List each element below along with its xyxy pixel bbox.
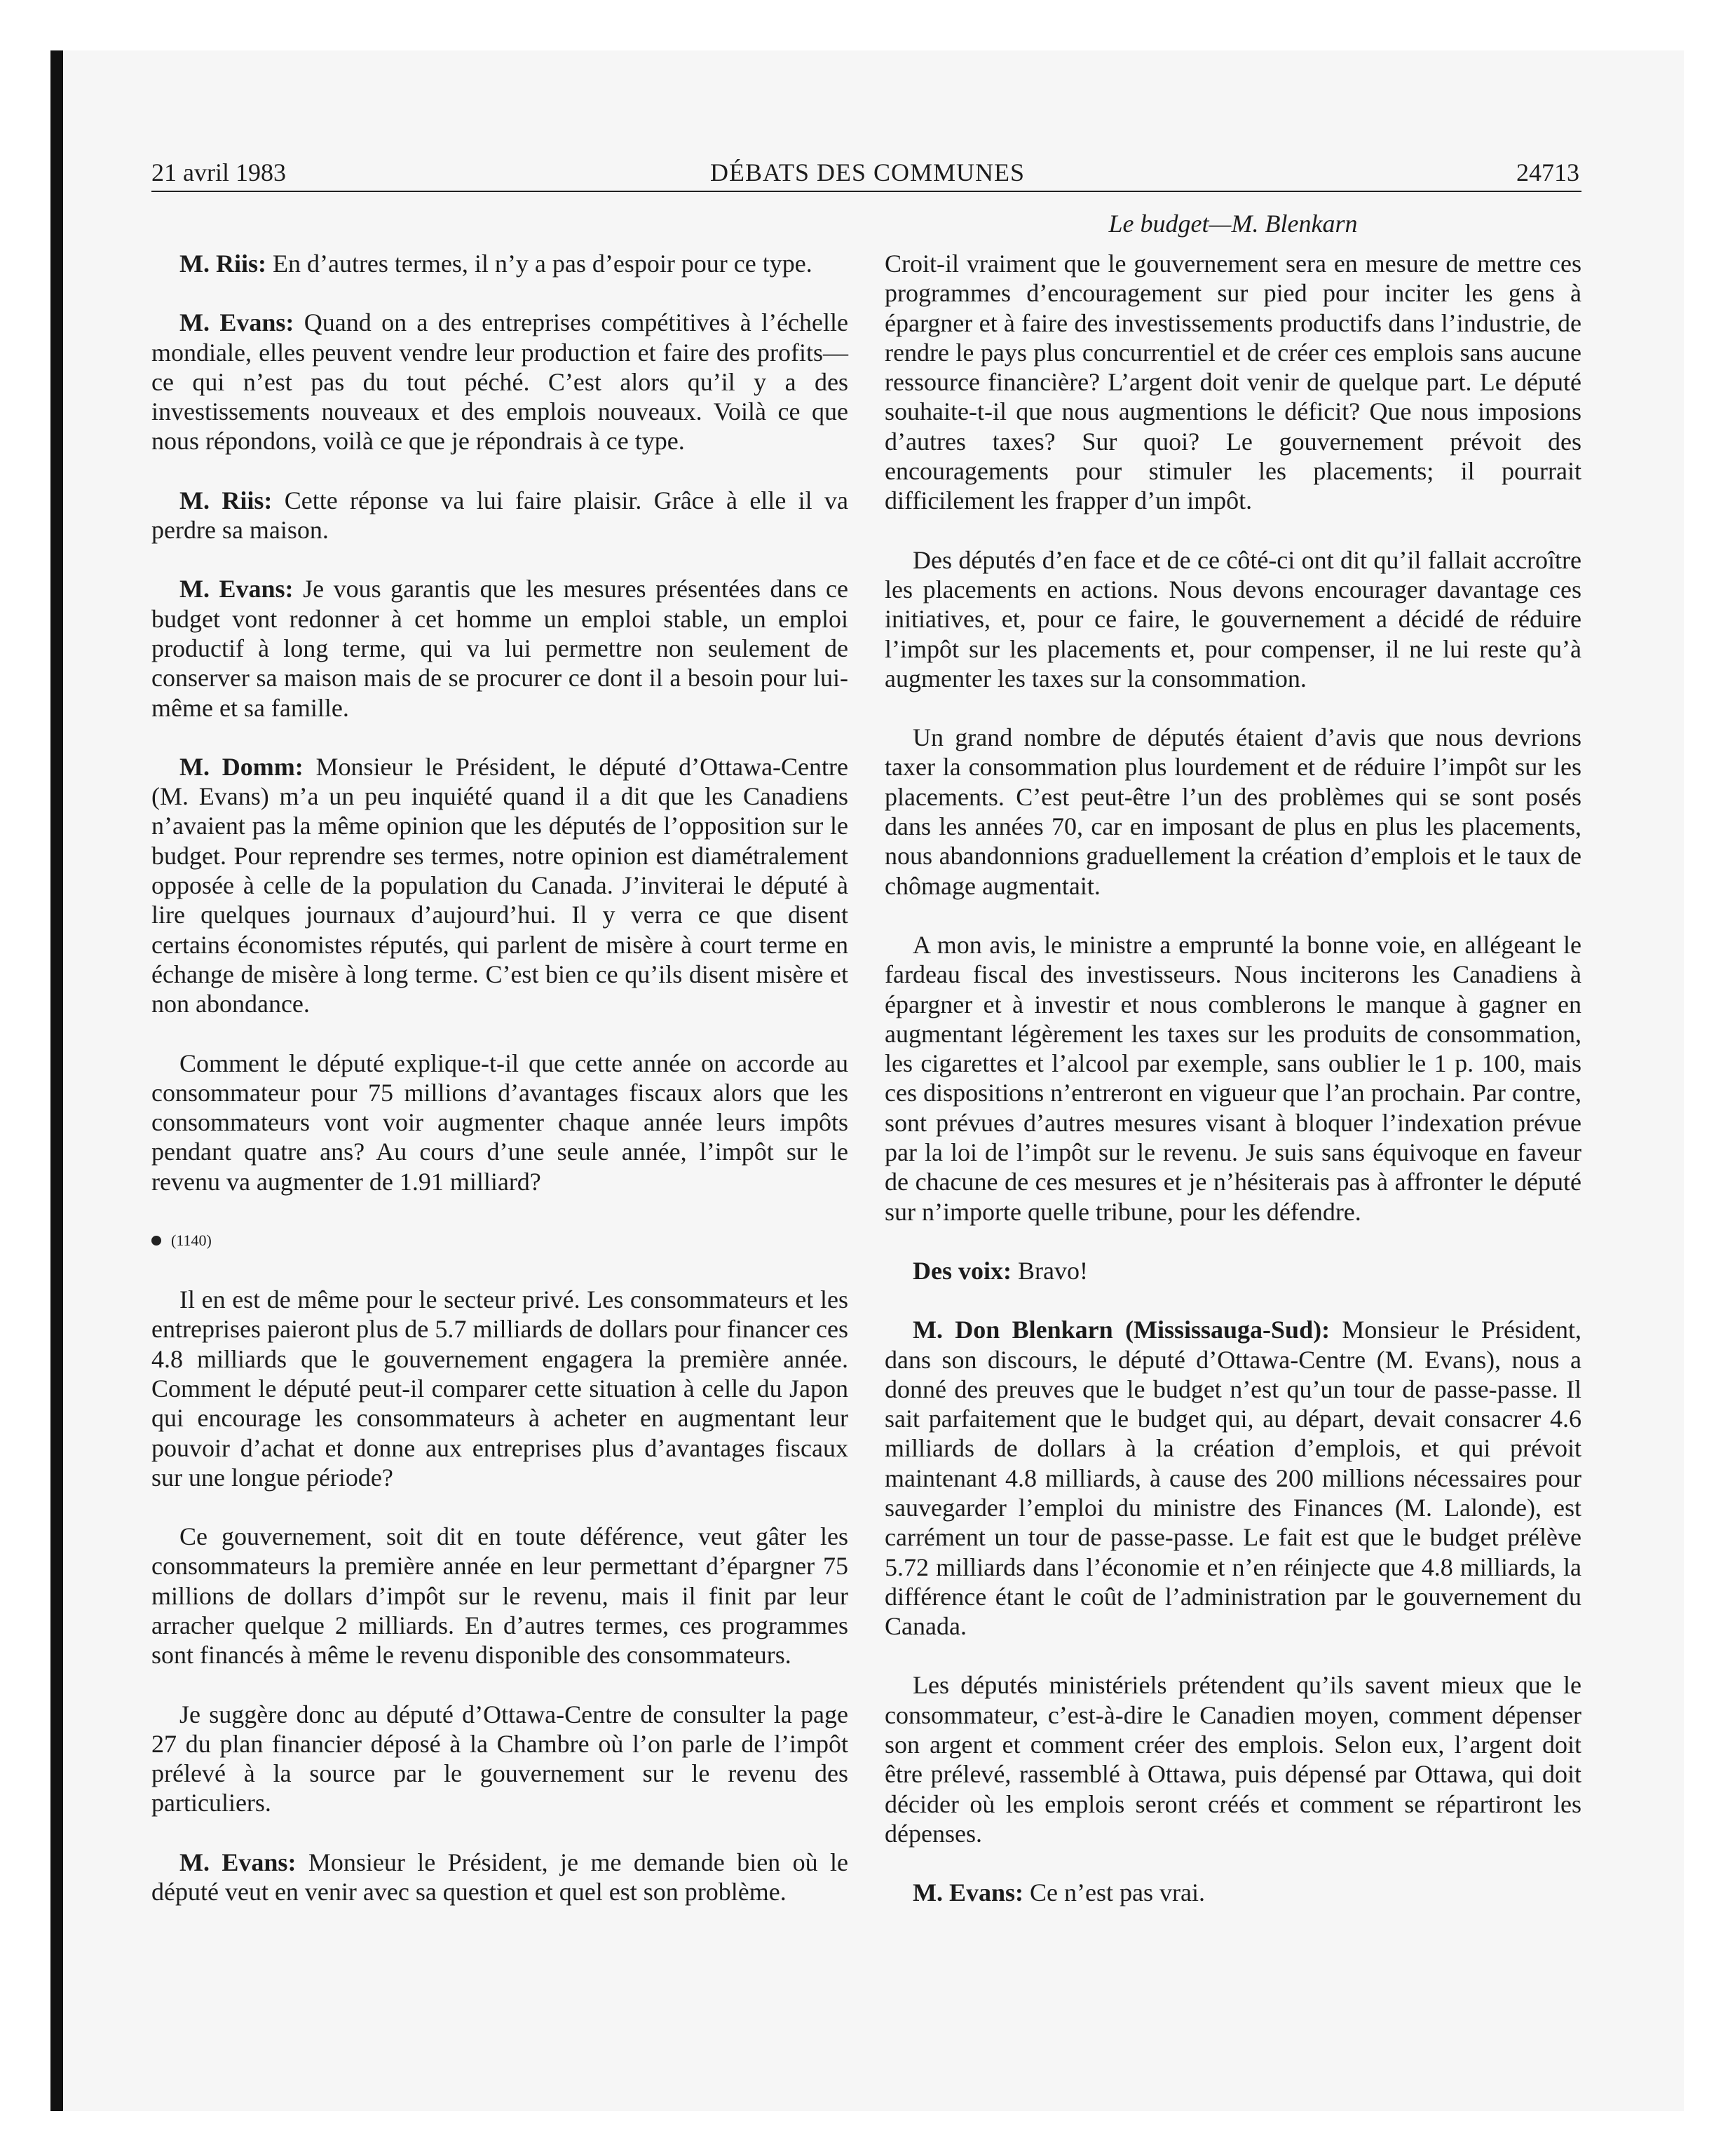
paragraph	[885, 1256, 1581, 1285]
paragraph	[151, 1848, 848, 1907]
paragraph-text: A mon avis, le ministre a emprunté la bonne voie, en allégeant le fardeau fiscal des investisseurs. Nous inciterons les Canadiens à épargner et à investir et nous comblerons le manque à gagner en augmentant légèrement les taxes sur les produits de consommation, les cigarettes et l’alcool par exemple, sans oublier le 1 p. 100, mais ces dispositions n’entreront en vigueur que l’an prochain. Par contre, sont prévues d’autres mesures visant à bloquer l’indexation prévue par la loi de l’impôt sur le revenu. Je suis sans équivoque en faveur de chacune de ces mesures et je n’hésiterais pas à affronter le député sur n’importe quelle tribune, pour les défendre.	[885, 930, 1581, 1226]
paragraph-text: Cette réponse va lui faire plaisir. Grâce à elle il va perdre sa maison.	[151, 486, 848, 545]
paragraph-text: Je vous garantis que les mesures présentées dans ce budget vont redonner à cet homme un emploi stable, un emploi productif à long terme, qui va lui permettre non seulement de conserver sa maison mais de se procurer ce dont il a besoin pour lui-même et sa famille.	[151, 575, 849, 722]
paragraph-text: Croit-il vraiment que le gouvernement sera en mesure de mettre ces programmes d’encouragement sur pied pour inciter les gens à épargner et à faire des investissements productifs dans l’industrie, de rendre le pays plus concurrentiel et de créer ces emplois sans aucune ressource financière? L’argent doit venir de quelque part. Le député souhaite-t-il que nous augmentions le déficit? Que nous imposions d’autres taxes? Sur quoi? Le gouvernement prévoit des encouragements pour stimuler les placements; il pourrait difficilement les frapper d’un impôt.	[885, 250, 1581, 515]
running-title: Le budget—M. Blenkarn	[1108, 210, 1358, 238]
binding-edge	[50, 50, 63, 2111]
header-rule	[151, 191, 1581, 192]
paragraph-text: Les députés ministériels prétendent qu’ils savent mieux que le consommateur, c’est-à-dire le Canadien moyen, comment dépenser son argent et comment créer des emplois. Selon eux, l’argent doit être prélevé, rassemblé à Ottawa, puis dépensé par Ottawa, qui doit décider où les emplois seront créés et comment se répartiront les dépenses.	[885, 1671, 1581, 1848]
paragraph	[885, 723, 1581, 901]
time-stamp-text: (1140)	[171, 1231, 212, 1250]
speaker-name: M. Evans:	[913, 1878, 1024, 1907]
header-date: 21 avril 1983	[151, 158, 286, 186]
right-column	[885, 249, 1581, 1937]
paragraph	[885, 249, 1581, 516]
speaker-name: M. Evans:	[179, 1848, 297, 1876]
paragraph-text: Bravo!	[1011, 1256, 1088, 1285]
paragraph-text: Il en est de même pour le secteur privé. Les consommateurs et les entreprises paieront plus de 5.7 milliards de dollars pour financer ces 4.8 milliards que le gouvernement engagera la première année. Comment le député peut-il comparer cette situation à celle du Japon qui encourage les consommateurs à acheter en augmentant leur pouvoir d’achat et donne aux entreprises plus d’avantages fiscaux sur une longue période?	[151, 1285, 848, 1492]
paragraph	[151, 752, 848, 1019]
paragraph	[885, 930, 1581, 1227]
paragraph-text: En d’autres termes, il n’y a pas d’espoir pour ce type.	[266, 250, 812, 278]
paragraph	[151, 1049, 848, 1196]
paragraph-text: Ce gouvernement, soit dit en toute déférence, veut gâter les consommateurs la première année en leur permettant d’épargner 75 millions de dollars d’impôt sur le revenu, mais il finit par leur arracher quelque 2 milliards. En d’autres termes, ces programmes sont financés à même le revenu disponible des consommateurs.	[151, 1522, 848, 1670]
header-title: DÉBATS DES COMMUNES	[709, 158, 1026, 186]
speaker-name: M. Riis:	[179, 250, 266, 278]
paragraph-text: Un grand nombre de députés étaient d’avis que nous devrions taxer la consommation plus lourdement et de réduire l’impôt sur les placements. C’est peut-être l’un des problèmes qui se sont posés dans les années 70, car en imposant de plus en plus les placements, nous abandonnions graduellement la création d’emplois et le taux de chômage augmentait.	[885, 723, 1581, 900]
paragraph-text: Des députés d’en face et de ce côté-ci ont dit qu’il fallait accroître les placements en actions. Nous devons encourager davantage ces initiatives, et, pour ce faire, le gouvernement a décidé de réduire l’impôt sur les placements et, pour compenser, il ne lui reste qu’à augmenter les taxes sur la consommation.	[885, 545, 1581, 692]
speaker-name: M. Riis:	[179, 486, 273, 514]
paragraph	[151, 1285, 848, 1492]
paragraph-text: Monsieur le Président, je me demande bien où le député veut en venir avec sa question et quel est son problème.	[151, 1848, 849, 1906]
speaker-name: M. Evans:	[179, 308, 294, 337]
speaker-name: M. Domm:	[179, 752, 304, 781]
paragraph	[151, 486, 848, 545]
paragraph-text: Quand on a des entreprises compétitives à l’échelle mondiale, elles peuvent vendre leur production et faire des profits—ce qui n’est pas du tout péché. C’est alors qu’il y a des investissements nouveaux et des emplois nouveaux. Voilà ce que nous répondons, voilà ce que je répondrais à ce type.	[151, 308, 848, 456]
paragraph-text: Ce n’est pas vrai.	[1023, 1878, 1205, 1907]
speaker-name: M. Evans:	[179, 575, 294, 603]
paragraph	[151, 1700, 848, 1818]
paragraph-text: Comment le député explique-t-il que cette année on accorde au consommateur pour 75 millions d’avantages fiscaux alors que les consommateurs vont voir augmenter chaque année leurs impôts pendant quatre ans? Au cours d’une seule année, l’impôt sur le revenu va augmenter de 1.91 milliard?	[151, 1049, 848, 1196]
paragraph	[885, 545, 1581, 693]
paragraph-text: Je suggère donc au député d’Ottawa-Centre de consulter la page 27 du plan financier déposé à la Chambre où l’on parle de l’impôt prélevé à la source par le gouvernement sur le revenu des particuliers.	[151, 1700, 848, 1817]
paragraph-text: Monsieur le Président, dans son discours, le député d’Ottawa-Centre (M. Evans), nous a donné des preuves que le budget n’est qu’un tour de passe-passe. Il sait parfaitement que le budget qui, au départ, devait consacrer 4.6 milliards de dollars à la création d’emplois, et qui prévoit maintenant 4.8 milliards, à cause des 200 millions nécessaires pour sauvegarder l’emploi du ministre des Finances (M. Lalonde), est carrément un tour de passe-passe. Le fait est que le budget prélève 5.72 milliards dans l’économie et n’en réinjecte que 4.8 milliards, la différence étant le coût de l’administration par le gouvernement du Canada.	[885, 1316, 1582, 1641]
paragraph	[151, 574, 848, 722]
paragraph-text: Monsieur le Président, le député d’Ottawa-Centre (M. Evans) m’a un peu inquiété quand il a dit que les Canadiens n’avaient pas la même opinion que les députés de l’opposition sur le budget. Pour reprendre ses termes, notre opinion est diamétralement opposée à celle de la population du Canada. J’inviterai le député à lire quelques journaux d’aujourd’hui. Il y verra ce que disent certains économistes réputés, qui parlent de misère à court terme en échange de misère à long terme. C’est bien ce qu’ils disent misère et non abondance.	[151, 752, 848, 1018]
paragraph	[885, 1878, 1581, 1907]
header-page-number: 24713	[1516, 158, 1579, 186]
paragraph	[151, 308, 848, 456]
paragraph	[151, 1522, 848, 1670]
paragraph	[151, 249, 848, 278]
speaker-name: Des voix:	[913, 1256, 1012, 1285]
bullet-icon	[151, 1236, 161, 1246]
time-stamp	[151, 1226, 848, 1255]
paragraph	[885, 1670, 1581, 1848]
left-column	[151, 249, 848, 1936]
speaker-name: M. Don Blenkarn (Mississauga-Sud):	[913, 1316, 1331, 1344]
paragraph	[885, 1315, 1581, 1641]
